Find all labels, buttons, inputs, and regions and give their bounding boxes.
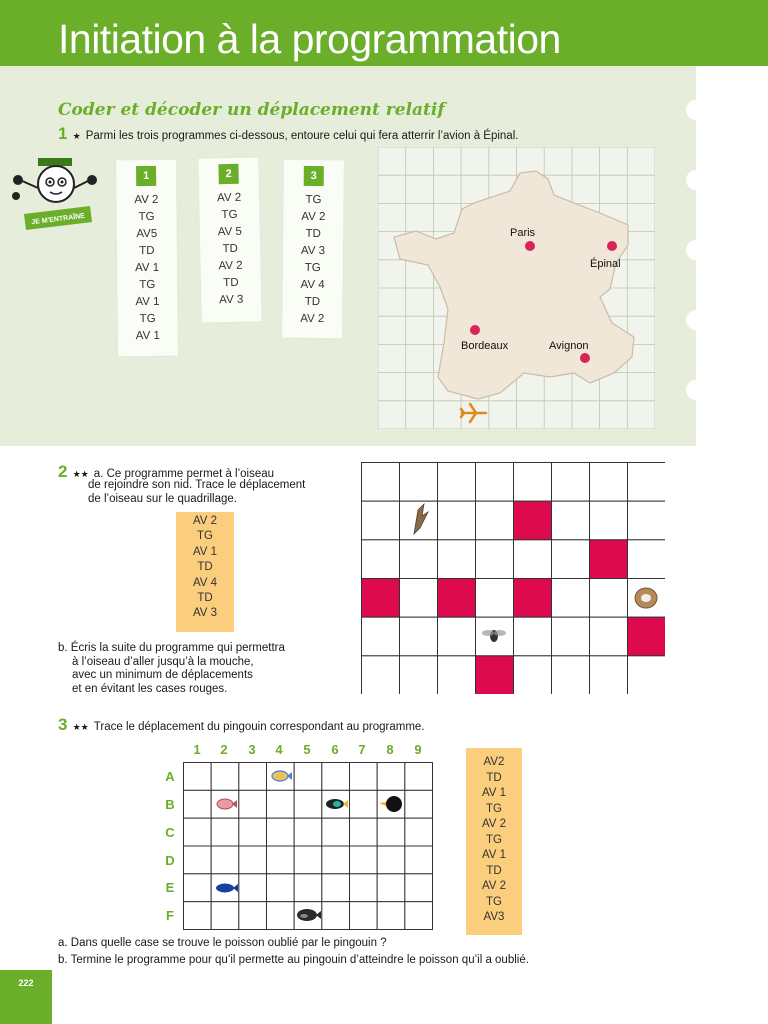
bird-program-box	[176, 512, 234, 632]
grid-cell[interactable]	[350, 790, 378, 818]
program-step: TG	[138, 210, 155, 224]
grid-cell[interactable]	[377, 818, 405, 846]
grid-cell[interactable]	[628, 463, 666, 502]
program-step: AV 2	[218, 259, 243, 273]
program-step: TG	[486, 833, 502, 846]
program-step: AV 2	[216, 191, 242, 205]
grid-cell[interactable]	[267, 902, 295, 930]
grid-cell[interactable]	[350, 846, 378, 874]
program-step: AV 4	[192, 576, 218, 589]
grid-cell[interactable]	[552, 463, 590, 502]
grid-cell[interactable]	[552, 540, 590, 579]
penguin-grid[interactable]	[183, 762, 433, 930]
grid-cell[interactable]	[350, 902, 378, 930]
grid-cell[interactable]	[405, 902, 433, 930]
blocked-cell[interactable]	[628, 617, 666, 656]
program-step: AV 2	[300, 312, 325, 326]
city-marker	[470, 325, 480, 335]
grid-cell[interactable]	[405, 763, 433, 791]
grid-cell[interactable]	[514, 463, 552, 502]
grid-cell[interactable]	[184, 763, 212, 791]
program-step: AV 1	[135, 295, 160, 309]
program-step: AV 2	[301, 210, 326, 224]
grid-cell[interactable]	[322, 902, 350, 930]
column-label: 8	[386, 742, 394, 757]
grid-cell[interactable]	[590, 463, 628, 502]
program-step: TD	[139, 244, 155, 258]
grid-cell[interactable]	[184, 874, 212, 902]
grid-cell[interactable]	[590, 617, 628, 656]
bird-grid[interactable]	[361, 462, 665, 694]
program-step: TG	[221, 208, 238, 222]
program-step: AV 1	[481, 787, 507, 799]
grid-cell[interactable]	[552, 501, 590, 540]
program-step: AV 3	[219, 293, 244, 307]
grid-cell[interactable]	[628, 656, 666, 694]
grid-cell[interactable]	[628, 540, 666, 579]
notch	[686, 100, 706, 120]
grid-cell[interactable]	[438, 501, 476, 540]
grid-cell[interactable]	[552, 579, 590, 618]
grid-cell[interactable]	[362, 463, 400, 502]
section-title: Coder et décoder un déplacement relatif	[58, 100, 445, 120]
page-header	[0, 0, 768, 66]
blocked-cell[interactable]	[438, 579, 476, 618]
program-card-1	[116, 160, 178, 357]
program-step: AV5	[136, 227, 158, 241]
notch	[686, 380, 706, 400]
question-3	[58, 715, 425, 735]
grid-cell[interactable]	[590, 501, 628, 540]
city-label: Bordeaux	[461, 340, 509, 352]
france-map-grid	[378, 147, 655, 429]
notch	[686, 170, 706, 190]
grid-cell[interactable]	[239, 763, 267, 791]
grid-cell[interactable]	[400, 579, 438, 618]
question-1	[58, 124, 518, 144]
blocked-cell[interactable]	[476, 656, 514, 694]
page-number-tab	[0, 970, 52, 1024]
grid-cell[interactable]	[405, 874, 433, 902]
grid-cell[interactable]	[362, 501, 400, 540]
program-step: AV 3	[192, 607, 218, 620]
program-step: AV 2	[481, 880, 507, 892]
blocked-cell[interactable]	[590, 540, 628, 579]
column-label: 6	[331, 742, 339, 757]
program-step: TG	[197, 530, 213, 543]
column-label: 1	[193, 742, 201, 757]
difficulty-stars: ★★	[72, 470, 89, 480]
program-number: 2	[218, 164, 238, 184]
question-text: et en évitant les cases rouges.	[72, 683, 228, 695]
column-label: 4	[275, 742, 283, 757]
grid-cell[interactable]	[239, 874, 267, 902]
program-step: TG	[486, 802, 502, 815]
row-label: C	[165, 825, 175, 840]
program-step: AV 2	[481, 818, 507, 830]
page-title: Initiation à la programmation	[58, 16, 561, 62]
grid-cell[interactable]	[590, 656, 628, 694]
blocked-cell[interactable]	[362, 579, 400, 618]
program-step: AV2	[483, 756, 505, 768]
question-number: 3	[58, 715, 68, 734]
blocked-cell[interactable]	[514, 579, 552, 618]
grid-cell[interactable]	[184, 818, 212, 846]
row-label: F	[166, 908, 174, 923]
question-text: Trace le déplacement du pingouin correspondant au programme.	[93, 721, 425, 733]
grid-cell[interactable]	[438, 617, 476, 656]
grid-cell[interactable]	[400, 463, 438, 502]
mascot-badge-icon	[10, 150, 102, 234]
city-label: Épinal	[590, 258, 621, 270]
grid-cell[interactable]	[211, 902, 239, 930]
program-step: TG	[139, 278, 156, 292]
program-step: AV 1	[135, 329, 160, 343]
grid-cell[interactable]	[377, 902, 405, 930]
grid-cell[interactable]	[350, 874, 378, 902]
column-label: 2	[220, 742, 228, 757]
program-step: AV 1	[192, 545, 218, 558]
badge-label: JE M'ENTRAÎNE	[31, 212, 86, 227]
grid-cell[interactable]	[628, 501, 666, 540]
grid-cell[interactable]	[294, 846, 322, 874]
grid-cell[interactable]	[438, 656, 476, 694]
program-step: AV 2	[134, 193, 159, 207]
program-step: TG	[304, 261, 321, 275]
question-text: à l’oiseau d’aller jusqu’à la mouche,	[72, 656, 254, 668]
program-step: TD	[222, 242, 238, 256]
program-number: 1	[136, 166, 156, 186]
grid-cell[interactable]	[239, 846, 267, 874]
grid-cell[interactable]	[184, 846, 212, 874]
program-step: AV 2	[192, 515, 218, 527]
program-step: AV3	[483, 911, 505, 923]
grid-cell[interactable]	[552, 656, 590, 694]
program-step: AV 5	[217, 225, 242, 239]
grid-cell[interactable]	[294, 874, 322, 902]
city-label: Paris	[510, 227, 536, 239]
program-card-2	[198, 157, 261, 322]
page-number: 222	[18, 978, 34, 988]
grid-cell[interactable]	[476, 540, 514, 579]
blocked-cell[interactable]	[514, 501, 552, 540]
program-step: TD	[486, 864, 502, 877]
program-step: TD	[304, 295, 321, 309]
grid-cell[interactable]	[438, 540, 476, 579]
row-label: A	[165, 769, 175, 784]
question-number: 2	[58, 462, 68, 481]
column-label: 9	[414, 742, 422, 757]
question-text: a. Dans quelle case se trouve le poisson oublié par le pingouin ?	[58, 937, 387, 949]
program-card-3	[282, 160, 344, 339]
grid-cell[interactable]	[476, 579, 514, 618]
difficulty-stars: ★	[72, 132, 81, 142]
grid-cell[interactable]	[514, 540, 552, 579]
program-step: AV 1	[481, 849, 507, 861]
city-marker	[580, 353, 590, 363]
grid-cell[interactable]	[476, 501, 514, 540]
grid-cell[interactable]	[377, 763, 405, 791]
program-step: AV 1	[134, 261, 160, 275]
grid-cell[interactable]	[514, 617, 552, 656]
notch	[686, 240, 706, 260]
grid-cell[interactable]	[322, 763, 350, 791]
program-step: TG	[139, 312, 156, 326]
city-label: Avignon	[549, 340, 589, 352]
grid-cell[interactable]	[267, 846, 295, 874]
grid-cell[interactable]	[184, 902, 212, 930]
grid-cell[interactable]	[377, 846, 405, 874]
program-step: TD	[197, 561, 213, 574]
grid-cell[interactable]	[294, 763, 322, 791]
grid-cell[interactable]	[476, 463, 514, 502]
question-text: b. Écris la suite du programme qui permettra	[58, 642, 285, 654]
grid-cell[interactable]	[350, 763, 378, 791]
row-label: D	[165, 853, 175, 868]
grid-cell[interactable]	[239, 790, 267, 818]
grid-cell[interactable]	[400, 540, 438, 579]
grid-cell[interactable]	[211, 818, 239, 846]
grid-cell[interactable]	[211, 763, 239, 791]
grid-cell[interactable]	[184, 790, 212, 818]
grid-cell[interactable]	[514, 656, 552, 694]
program-step: AV 4	[300, 278, 325, 292]
question-text: de l’oiseau sur le quadrillage.	[88, 493, 237, 505]
grid-cell[interactable]	[322, 874, 350, 902]
question-text: b. Termine le programme pour qu’il permette au pingouin d’atteindre le poisson qu’il a oublié.	[58, 954, 529, 966]
grid-cell[interactable]	[438, 463, 476, 502]
grid-cell[interactable]	[400, 656, 438, 694]
nest-icon	[635, 588, 657, 608]
program-number: 3	[304, 166, 324, 186]
grid-cell[interactable]	[350, 818, 378, 846]
grid-cell[interactable]	[294, 818, 322, 846]
grid-cell[interactable]	[377, 874, 405, 902]
grid-cell[interactable]	[239, 902, 267, 930]
question-text: Parmi les trois programmes ci-dessous, entoure celui qui fera atterrir l’avion à Épinal.	[85, 130, 519, 142]
grid-cell[interactable]	[552, 617, 590, 656]
program-step: TD	[223, 276, 239, 290]
grid-cell[interactable]	[211, 846, 239, 874]
notch	[686, 310, 706, 330]
difficulty-stars: ★★	[72, 723, 89, 733]
penguin-program-box	[466, 748, 522, 935]
grid-cell[interactable]	[590, 579, 628, 618]
grid-cell[interactable]	[294, 790, 322, 818]
program-step: AV 3	[300, 244, 326, 258]
grid-cell[interactable]	[362, 617, 400, 656]
column-label: 7	[358, 742, 366, 757]
grid-cell[interactable]	[267, 818, 295, 846]
grid-cell[interactable]	[322, 818, 350, 846]
grid-cell[interactable]	[362, 656, 400, 694]
question-number: 1	[58, 124, 68, 143]
question-text: de rejoindre son nid. Trace le déplacement	[88, 479, 306, 491]
column-label: 3	[248, 742, 256, 757]
grid-cell[interactable]	[322, 846, 350, 874]
row-label: B	[165, 797, 175, 812]
grid-cell[interactable]	[267, 874, 295, 902]
program-step: TD	[305, 227, 321, 241]
grid-cell[interactable]	[267, 790, 295, 818]
city-marker	[525, 241, 535, 251]
row-label: E	[165, 880, 175, 895]
city-marker	[607, 241, 617, 251]
program-step: TD	[486, 771, 502, 784]
grid-cell[interactable]	[362, 540, 400, 579]
grid-cell[interactable]	[400, 617, 438, 656]
program-step: TG	[305, 193, 322, 207]
column-label: 5	[303, 742, 311, 757]
grid-cell[interactable]	[405, 790, 433, 818]
grid-cell[interactable]	[405, 846, 433, 874]
program-step: TG	[486, 895, 502, 908]
grid-cell[interactable]	[239, 818, 267, 846]
program-step: TD	[197, 592, 213, 605]
question-text: avec un minimum de déplacements	[72, 669, 253, 681]
grid-cell[interactable]	[405, 818, 433, 846]
question-text: a. Ce programme permet à l’oiseau	[93, 468, 275, 480]
